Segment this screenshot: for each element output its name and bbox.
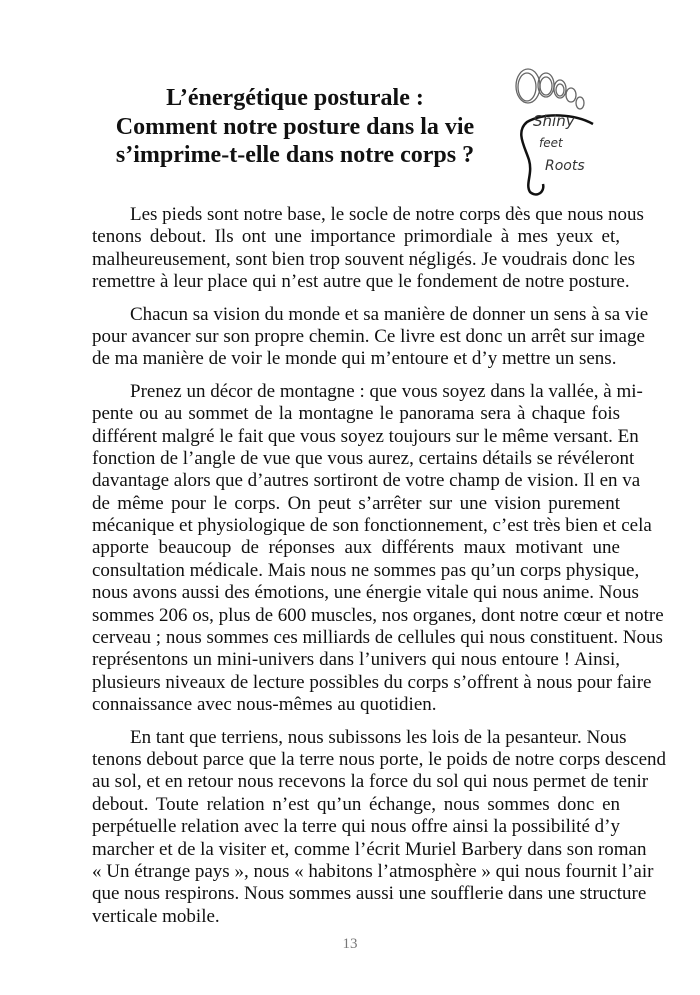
text-line: « Un étrange pays », nous « habitons l’atmosphère » qui nous fournit l’air bbox=[92, 860, 654, 882]
paragraph bbox=[92, 204, 644, 294]
text-line: au sol, et en retour nous recevons la force du sol qui nous permet de tenir bbox=[92, 771, 649, 793]
text-line: que nous respirons. Nous sommes aussi une soufflerie dans une structure bbox=[92, 883, 647, 905]
text-line: davantage alors que d’autres sortiront de votre champ de vision. Il en va bbox=[92, 470, 641, 492]
text-line: cerveau ; nous sommes ces milliards de cellules qui nous constituent. Nous bbox=[92, 627, 663, 649]
text-line: de ma manière de voir le monde qui m’entoure et d’y mettre un sens. bbox=[92, 348, 617, 370]
shiny-feet-roots-logo bbox=[505, 62, 605, 197]
text-line: marcher et de la visiter et, comme l’écrit Muriel Barbery dans son roman bbox=[92, 838, 647, 860]
text-line: consultation médicale. Mais nous ne sommes pas qu’un corps physique, bbox=[92, 559, 640, 581]
paragraph bbox=[92, 380, 664, 717]
logo-text: Shiny bbox=[533, 112, 575, 130]
page-number: 13 bbox=[342, 936, 358, 952]
text-line: fonction de l’angle de vue que vous aurez, certains détails se révéleront bbox=[92, 447, 635, 469]
text-line: tenons debout. Ils ont une importance primordiale à mes yeux et, bbox=[92, 226, 620, 248]
paragraph bbox=[92, 726, 667, 929]
text-line: remettre à leur place qui n’est autre que le fondement de notre posture. bbox=[92, 271, 630, 293]
text-line: debout. Toute relation n’est qu’un échange, nous sommes donc en bbox=[92, 793, 620, 815]
logo-text: Roots bbox=[545, 158, 585, 174]
title-line: s’imprime-t-elle dans notre corps ? bbox=[115, 142, 475, 168]
text-line: Les pieds sont notre base, le socle de notre corps dès que nous nous bbox=[130, 204, 644, 225]
text-line: différent malgré le fait que vous soyez toujours sur le même versant. En bbox=[92, 425, 639, 447]
text-line: sommes 206 os, plus de 600 muscles, nos organes, dont notre cœur et notre bbox=[92, 604, 664, 626]
text-line: verticale mobile. bbox=[92, 905, 220, 927]
body-text bbox=[92, 204, 667, 938]
foot-icon bbox=[505, 62, 605, 197]
text-line: perpétuelle relation avec la terre qui nous offre ainsi la possibilité d’y bbox=[92, 816, 620, 838]
text-line: mécanique et physiologique de son fonctionnement, c’est très bien et cela bbox=[92, 515, 652, 537]
text-line: tenons debout parce que la terre nous porte, le poids de notre corps descend bbox=[92, 748, 667, 770]
logo-text: feet bbox=[539, 136, 563, 150]
text-line: Prenez un décor de montagne : que vous soyez dans la vallée, à mi- bbox=[130, 380, 643, 402]
chapter-title bbox=[100, 84, 490, 170]
text-line: pente ou au sommet de la montagne le panorama sera à chaque fois bbox=[92, 403, 620, 425]
text-line: nous avons aussi des émotions, une énergie vitale qui nous anime. Nous bbox=[92, 582, 639, 604]
text-line: malheureusement, sont bien trop souvent négligés. Je voudrais donc les bbox=[92, 248, 635, 270]
paragraph bbox=[92, 303, 649, 371]
text-line: apporte beaucoup de réponses aux différents maux motivant une bbox=[92, 537, 620, 559]
text-line: Chacun sa vision du monde et sa manière de donner un sens à sa vie bbox=[130, 303, 649, 325]
text-line: En tant que terriens, nous subissons les lois de la pesanteur. Nous bbox=[130, 726, 627, 748]
text-line: pour avancer sur son propre chemin. Ce livre est donc un arrêt sur image bbox=[92, 325, 645, 347]
text-line: plusieurs niveaux de lecture possibles du corps s’offrent à nous pour faire bbox=[92, 671, 652, 693]
text-line: connaissance avec nous-mêmes au quotidien. bbox=[92, 694, 437, 716]
title-line: L’énergétique posturale : bbox=[166, 85, 424, 111]
title-line: Comment notre posture dans la vie bbox=[115, 113, 475, 140]
text-line: représentons un mini-univers dans l’univers qui nous entoure ! Ainsi, bbox=[92, 649, 620, 671]
text-line: de même pour le corps. On peut s’arrêter sur une vision purement bbox=[92, 492, 620, 514]
